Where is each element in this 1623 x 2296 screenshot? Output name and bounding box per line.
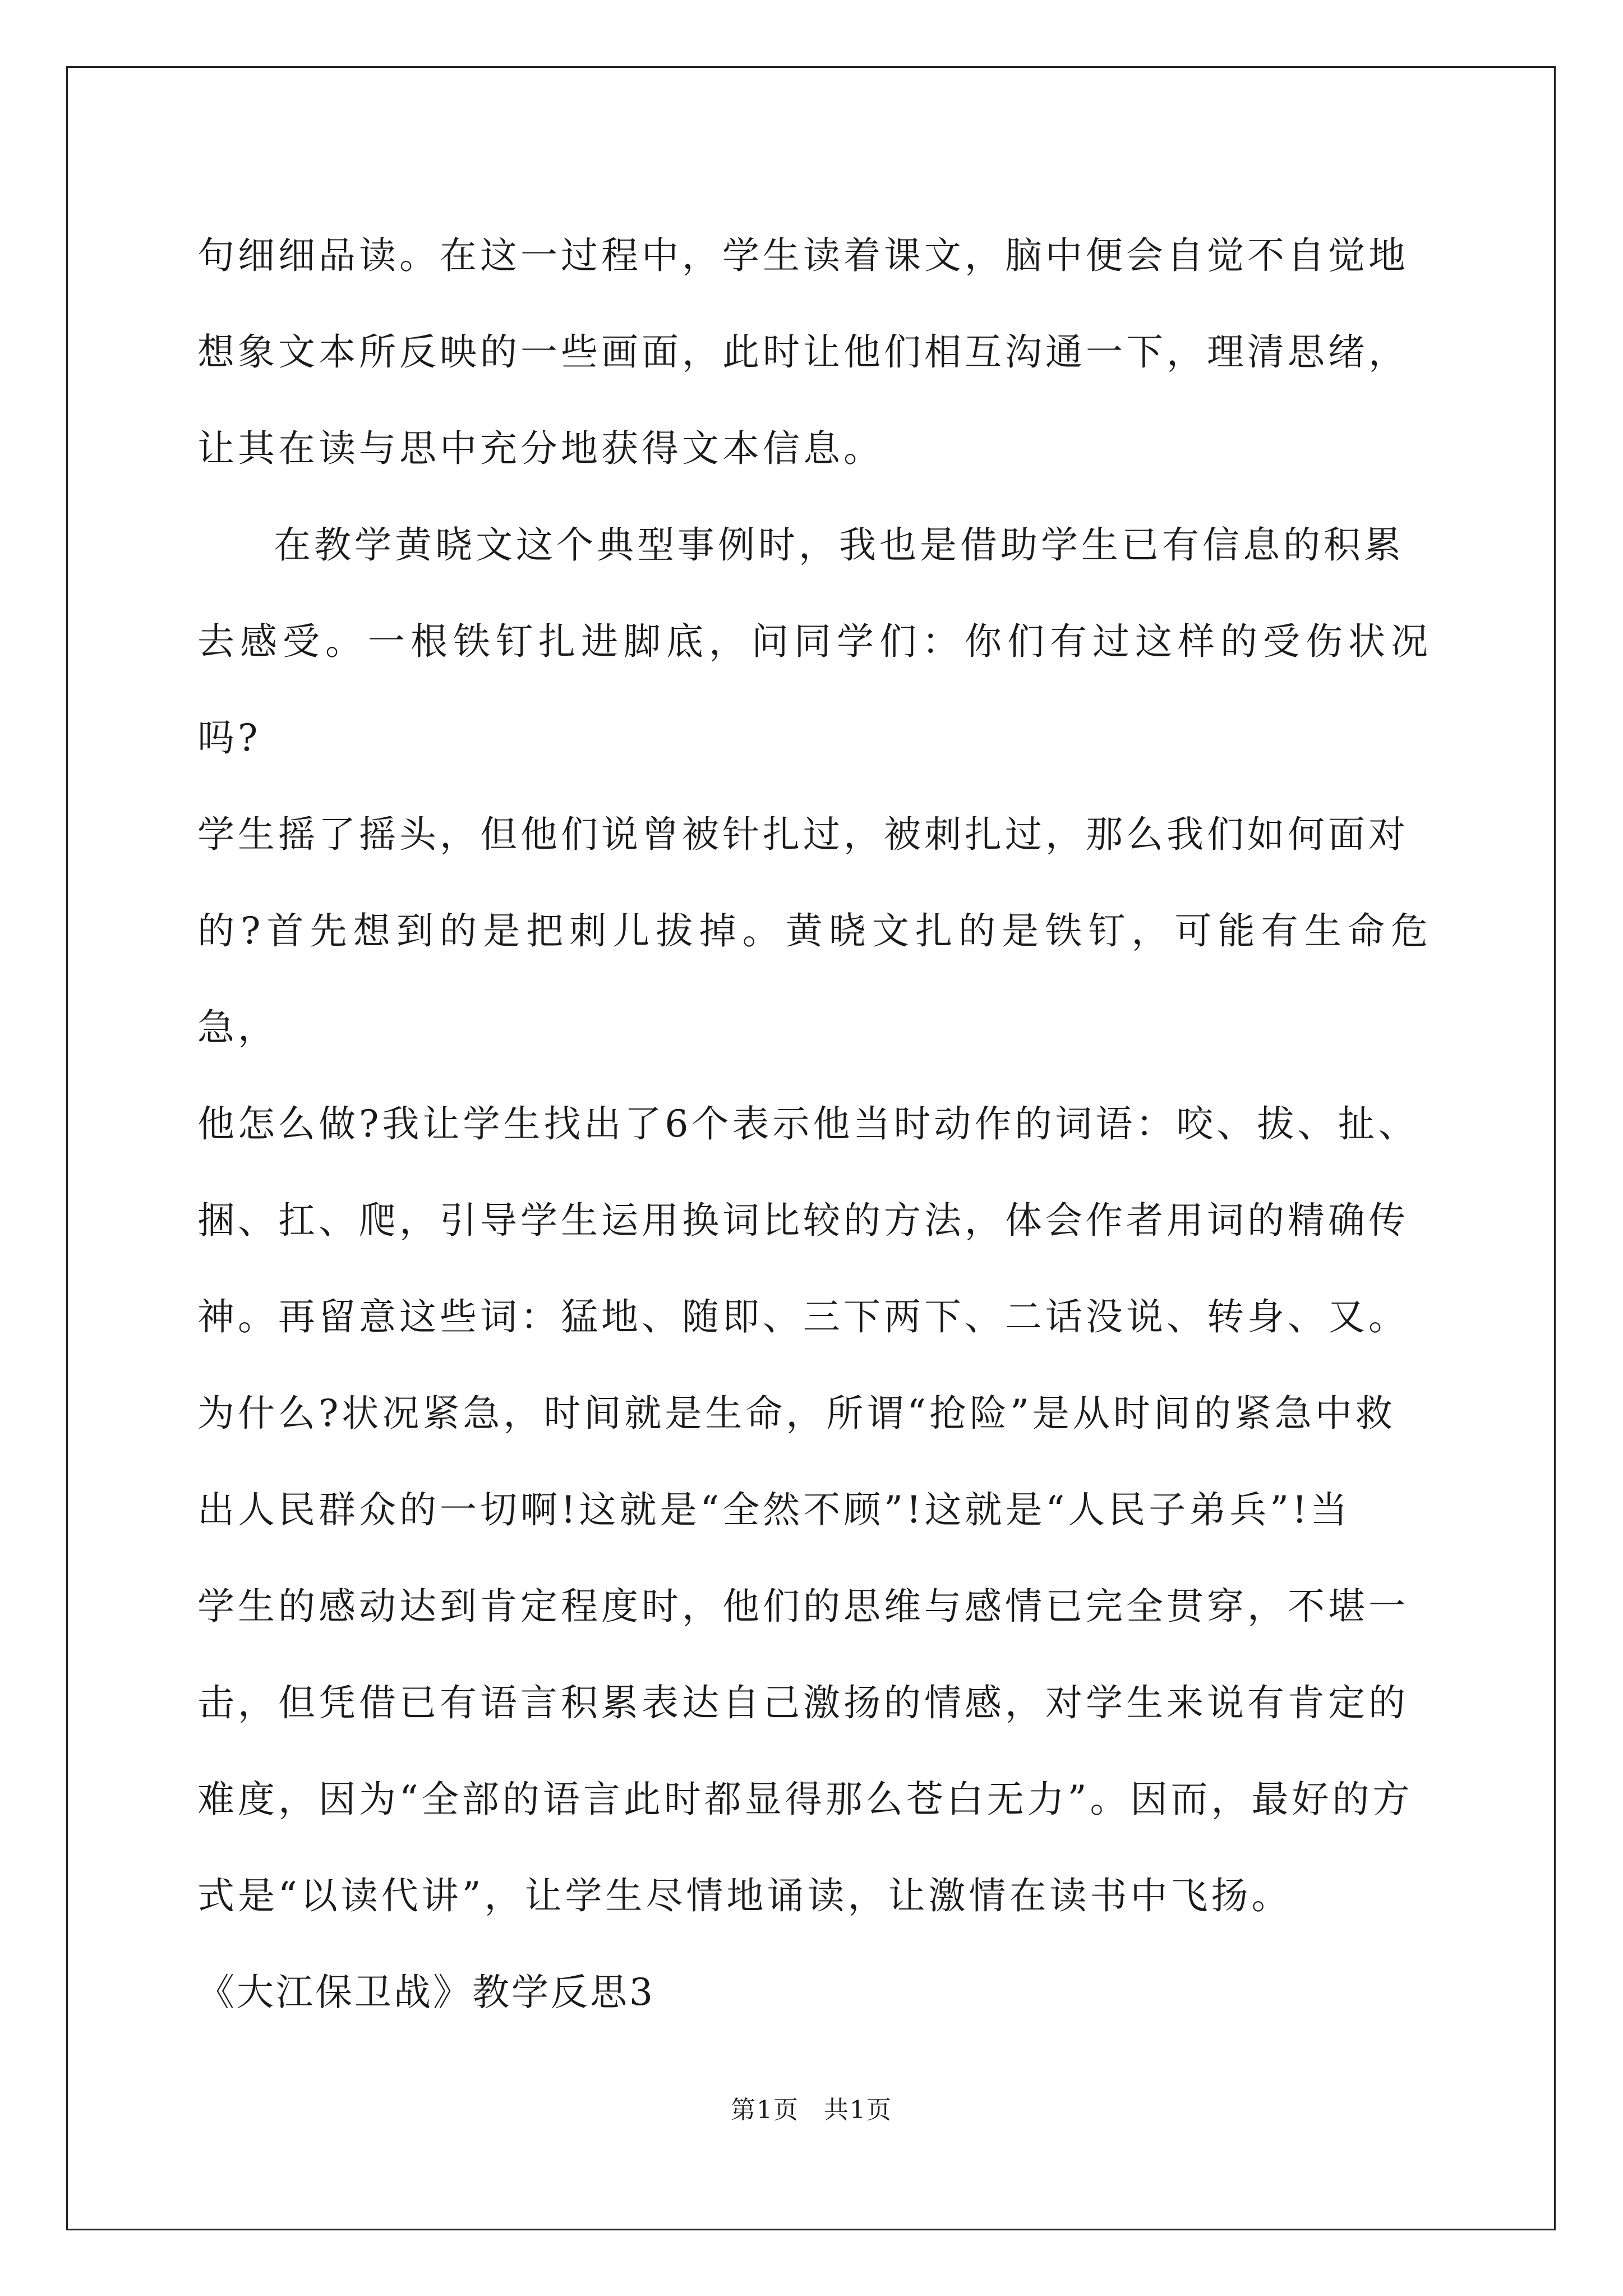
section-heading: 《大江保卫战》教学反思3 xyxy=(197,1971,655,2014)
text-line: 为什么?状况紧急，时间就是生命，所谓“抢险”是从时间的紧急中救 xyxy=(197,1392,1396,1435)
text-line: 式是“以读代讲”，让学生尽情地诵读，让激情在读书中飞扬。 xyxy=(197,1874,1292,1917)
page-total: 共1页 xyxy=(824,2096,892,2124)
text-line: 神。再留意这些词：猛地、随即、三下两下、二话没说、转身、又。 xyxy=(197,1295,1409,1338)
page-number: 第1页 xyxy=(731,2096,799,2124)
paragraph-2 xyxy=(197,497,1431,1944)
text-line: 击，但凭借已有语言积累表达自己激扬的情感，对学生来说有肯定的 xyxy=(197,1681,1409,1724)
text-line: 学生摇了摇头，但他们说曾被针扎过，被刺扎过，那么我们如何面对 xyxy=(197,813,1409,856)
text-line: 的?首先想到的是把刺儿拔掉。黄晓文扎的是铁钉，可能有生命危急， xyxy=(197,909,1431,1049)
page-footer xyxy=(0,2090,1623,2125)
text-line: 出人民群众的一切啊!这就是“全然不顾”!这就是“人民子弟兵”!当 xyxy=(197,1488,1351,1531)
text-line: 在教学黄晓文这个典型事例时，我也是借助学生已有信息的积累 xyxy=(274,523,1404,567)
text-line: 想象文本所反映的一些画面，此时让他们相互沟通一下，理清思绪， xyxy=(197,330,1409,374)
text-line: 去感受。一根铁钉扎进脚底，问同学们：你们有过这样的受伤状况吗? xyxy=(197,620,1431,760)
text-line: 难度，因为“全部的语言此时都显得那么苍白无力”。因而，最好的方 xyxy=(197,1778,1413,1821)
text-line: 句细细品读。在这一过程中，学生读着课文，脑中便会自觉不自觉地 xyxy=(197,234,1409,277)
text-line: 捆、扛、爬，引导学生运用换词比较的方法，体会作者用词的精确传 xyxy=(197,1199,1409,1242)
text-line: 他怎么做?我让学生找出了6个表示他当时动作的词语：咬、拔、扯、 xyxy=(197,1102,1419,1145)
text-line: 让其在读与思中充分地获得文本信息。 xyxy=(197,427,884,470)
text-line: 学生的感动达到肯定程度时，他们的思维与感情已完全贯穿，不堪一 xyxy=(197,1585,1409,1628)
paragraph-1 xyxy=(197,208,1431,497)
document-body xyxy=(197,208,1431,2041)
